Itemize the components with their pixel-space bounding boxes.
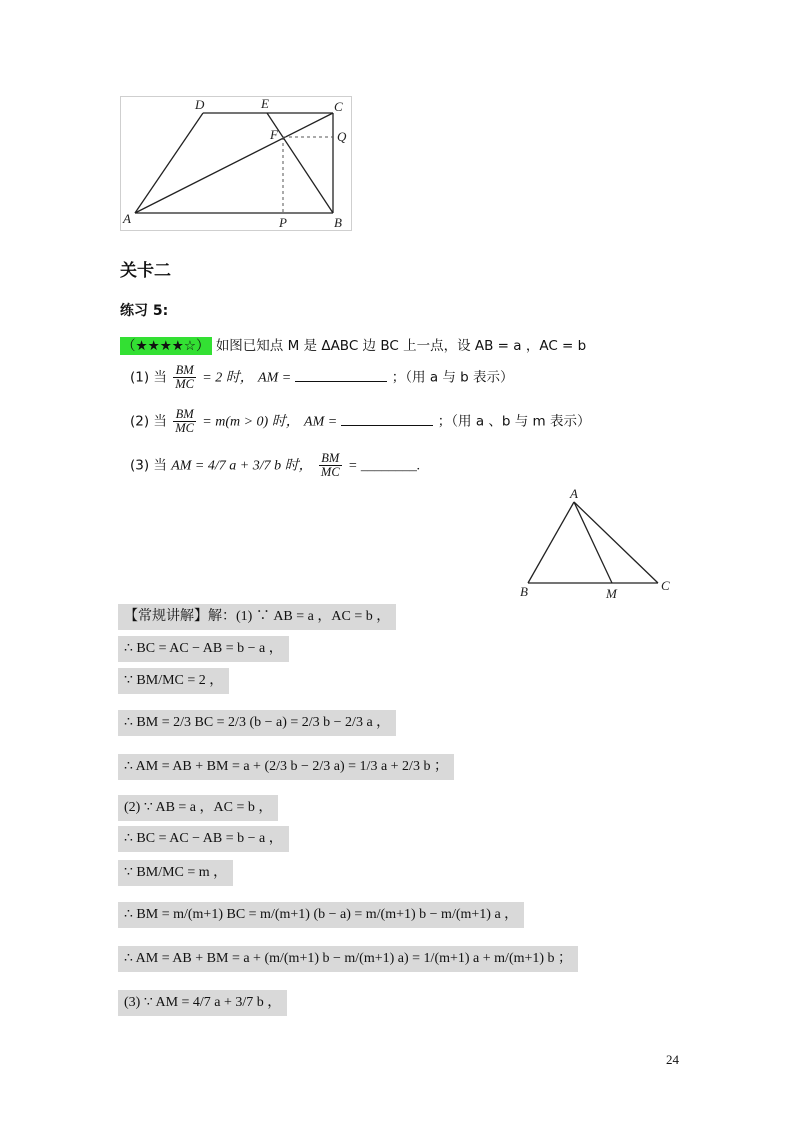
q3-prefix: (3) 当 — [130, 457, 167, 474]
figure-trapezoid — [120, 96, 352, 231]
label-q: Q — [337, 129, 347, 144]
q1-condition: = 2 时， — [202, 370, 254, 386]
trapezoid-diagram — [121, 97, 351, 230]
q2-lhs: AM = — [304, 414, 338, 430]
solution-line-11: (3) ∵ AM = 4/7 a + 3/7 b ， — [118, 990, 287, 1016]
q3-fraction: $\frac{BM}{MC}$ — [320, 451, 340, 479]
q3-tail: = ________. — [347, 458, 421, 474]
question-3 — [130, 452, 420, 479]
label-a: A — [570, 486, 578, 501]
solution-line-3: ∵ BM/MC = 2 ， — [118, 668, 229, 694]
triangle-diagram — [510, 486, 680, 602]
label-d: D — [195, 97, 205, 112]
label-e: E — [261, 97, 269, 111]
label-c: C — [661, 578, 670, 593]
label-b: B — [520, 584, 528, 599]
problem-intro: 如图已知点 M 是 ΔABC 边 BC 上一点，设 AB = a ，AC = b — [215, 338, 587, 354]
solution-line-5: ∴ AM = AB + BM = a + (2/3 b − 2/3 a) = 1/3 a + 2/3 b ； — [118, 754, 454, 780]
solution-line-10: ∴ AM = AB + BM = a + (m/(m+1) b − m/(m+1) a) = 1/(m+1) a + m/(m+1) b ； — [118, 946, 578, 972]
q2-condition: = m(m > 0) 时， — [202, 414, 300, 430]
solution-line-2: ∴ BC = AC − AB = b − a ， — [118, 636, 289, 662]
q1-tail: ；（用 a 与 b 表示） — [391, 369, 514, 386]
question-1 — [130, 364, 514, 391]
q2-answer-blank[interactable] — [341, 413, 433, 426]
side-ab — [528, 502, 574, 583]
solution-line-8: ∵ BM/MC = m ， — [118, 860, 233, 886]
difficulty-stars: （★★★★☆） — [122, 338, 210, 354]
q3-expression: AM = 4/7 a + 3/7 b 时， — [171, 458, 313, 474]
q2-prefix: (2) 当 — [130, 413, 167, 430]
edge-ad — [135, 113, 203, 213]
q1-lhs: AM = — [258, 370, 292, 386]
solution-line-6: (2) ∵ AB = a ，AC = b ， — [118, 795, 278, 821]
question-2 — [130, 408, 590, 435]
side-ac — [574, 502, 658, 583]
section-title: 关卡二 — [120, 261, 171, 281]
figure-triangle — [510, 486, 680, 602]
diagonal-ac — [135, 113, 333, 213]
q2-fraction: $\frac{BM}{MC}$ — [175, 407, 194, 435]
label-f: F — [270, 127, 278, 142]
label-b: B — [334, 215, 342, 230]
solution-line-1: 【常规讲解】解：(1) ∵ AB = a ，AC = b ， — [118, 604, 396, 630]
q1-prefix: (1) 当 — [130, 369, 167, 386]
label-p: P — [279, 215, 287, 230]
q2-tail: ；（用 a 、b 与 m 表示） — [437, 413, 591, 430]
page-number: 24 — [666, 1052, 679, 1067]
label-a: A — [123, 211, 131, 226]
segment-am — [574, 502, 612, 583]
q1-fraction: $\frac{BM}{MC}$ — [175, 363, 194, 391]
label-c: C — [334, 99, 343, 114]
label-m: M — [606, 586, 617, 601]
solution-line-9: ∴ BM = m/(m+1) BC = m/(m+1) (b − a) = m/(m+1) b − m/(m+1) a ， — [118, 902, 524, 928]
solution-line-4: ∴ BM = 2/3 BC = 2/3 (b − a) = 2/3 b − 2/3 a ， — [118, 710, 396, 736]
solution-line-7: ∴ BC = AC − AB = b − a ， — [118, 826, 289, 852]
exercise-label: 练习 5: — [120, 303, 169, 319]
q1-answer-blank[interactable] — [295, 369, 387, 382]
problem-line — [120, 334, 586, 354]
